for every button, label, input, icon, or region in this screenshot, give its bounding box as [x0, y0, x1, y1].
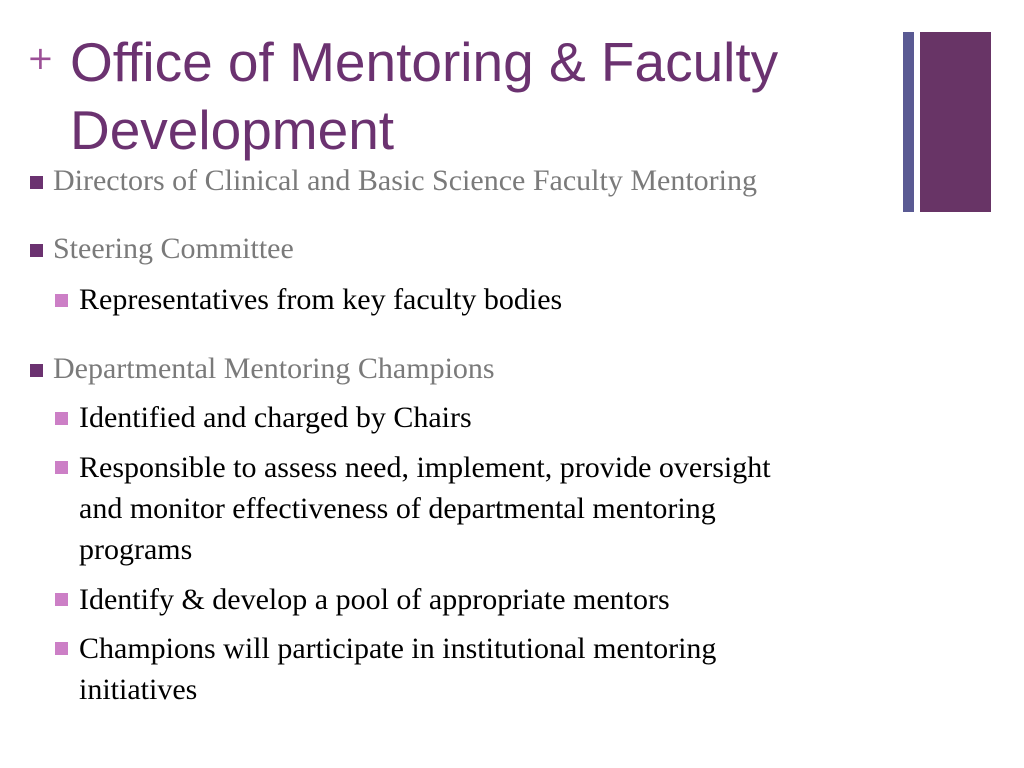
sub-bullet-marker: [55, 412, 68, 425]
bullet-marker: [30, 244, 43, 257]
sub-bullet-identify-develop: Identify & develop a pool of appropriate mentors: [79, 583, 670, 616]
bullet-directors: Directors of Clinical and Basic Science Faculty Mentoring: [53, 164, 757, 197]
sub-bullet-identified: Identified and charged by Chairs: [79, 401, 472, 434]
plus-icon: +: [27, 39, 54, 77]
sub-bullet-marker: [55, 593, 68, 606]
sub-bullet-champions-line-1: Champions will participate in institutional mentoring: [79, 632, 717, 665]
sub-bullet-marker: [55, 294, 68, 307]
bullet-steering-committee: Steering Committee: [53, 232, 294, 265]
sub-bullet-marker: [55, 642, 68, 655]
bullet-marker: [30, 364, 43, 377]
sub-bullet-responsible-line-1: Responsible to assess need, implement, provide oversight: [79, 451, 771, 484]
bullet-marker: [30, 176, 43, 189]
slide-title-line-2: Development: [70, 99, 395, 161]
bullet-departmental-champions: Departmental Mentoring Champions: [53, 352, 495, 385]
sub-bullet-responsible-line-2: and monitor effectiveness of departmental mentoring: [79, 492, 716, 525]
sub-bullet-responsible-line-3: programs: [79, 533, 193, 566]
sub-bullet-champions-line-2: initiatives: [79, 673, 198, 706]
slide-title-line-1: Office of Mentoring & Faculty: [70, 31, 779, 93]
sub-bullet-representatives: Representatives from key faculty bodies: [79, 283, 563, 316]
sub-bullet-marker: [55, 461, 68, 474]
